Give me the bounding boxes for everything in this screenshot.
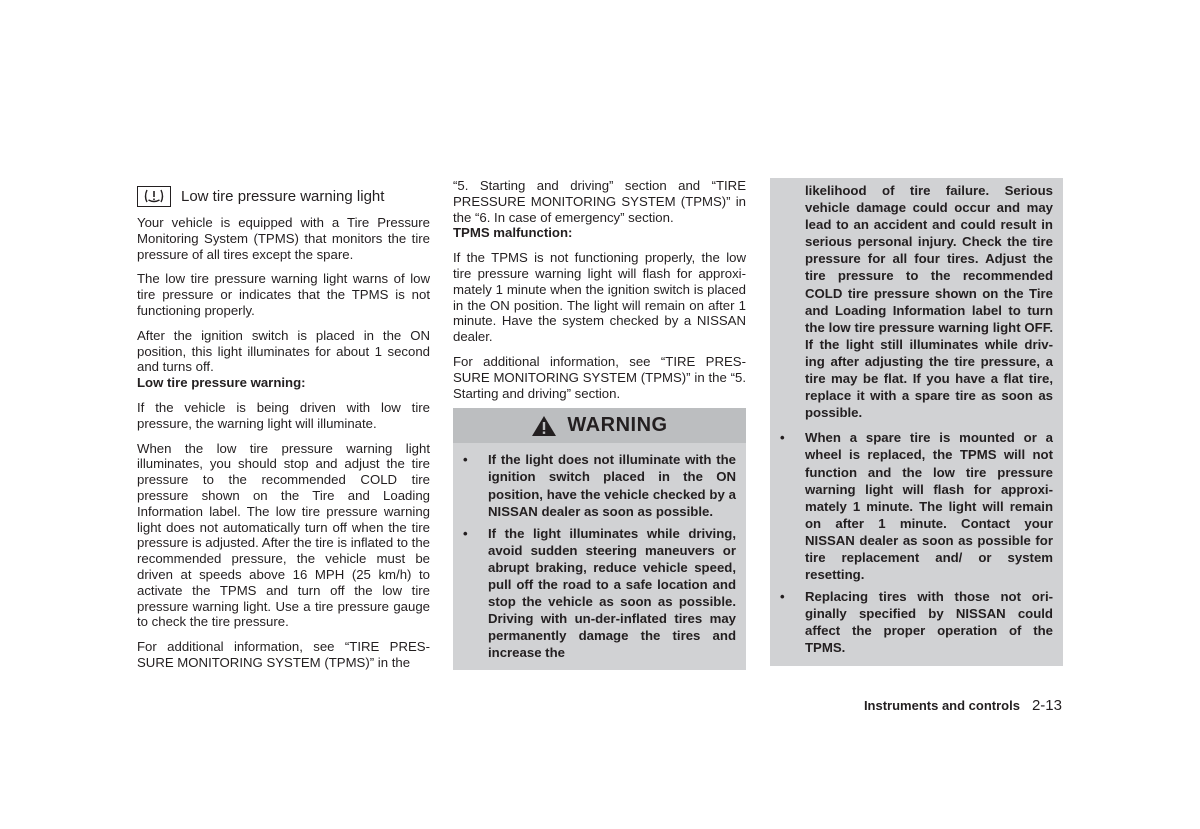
paragraph: “5. Starting and driving” section and “TIRE PRESSURE MONITORING SYSTEM (TPMS)” in the “6. In case of emergency” section. <box>453 178 746 225</box>
footer-section-title: Instruments and controls <box>863 698 1020 713</box>
warning-item-text: When a spare tire is mounted or a wheel is replaced, the TPMS will not function and the low tire pressure warning light will flash for approxi-mately 1 minute. The light will remain on after 1 minute. Contact your NISSAN dealer as soon as possible for tire replacement and/ or system resetting. <box>805 430 1053 583</box>
paragraph: After the ignition switch is placed in the ON position, this light illuminates for about 1 second and turns off. <box>137 327 430 375</box>
paragraph: For additional information, see “TIRE PRES-SURE MONITORING SYSTEM (TPMS)” in the “5. Starting and driving” section. <box>453 353 746 401</box>
warning-continued-text: likelihood of tire failure. Serious vehicle damage could occur and may lead to an accident and could result in serious personal injury. Check the tire pressure for all four tires. Adjust the tire pressure to the recommended COLD tire pressure shown on the Tire and Loading Information label to turn the low tire pressure warning light OFF. If the light still illuminates while driv-ing after adjusting the tire pressure, a tire may be flat. If you have a flat tire, replace it with a spare tire as soon as possible. <box>805 183 1053 421</box>
warning-triangle-icon <box>531 415 557 437</box>
warning-list <box>770 425 1063 665</box>
paragraph: If the vehicle is being driven with low tire pressure, the warning light will illuminate. <box>137 399 430 431</box>
warning-item <box>453 451 736 519</box>
warning-item <box>770 588 1053 656</box>
bullet: • <box>463 525 468 541</box>
bullet: • <box>463 452 468 468</box>
section-heading <box>137 186 430 207</box>
subheading: TPMS malfunction: <box>453 225 573 241</box>
warning-box-continued <box>770 178 1063 666</box>
warning-title: WARNING <box>567 414 668 437</box>
warning-item-text: Replacing tires with those not ori-ginally specified by NISSAN could affect the proper operation of the TPMS. <box>805 589 1053 656</box>
paragraph: For additional information, see “TIRE PRES-SURE MONITORING SYSTEM (TPMS)” in the <box>137 639 430 670</box>
column-1 <box>137 186 430 671</box>
paragraph: When the low tire pressure warning light illuminates, you should stop and adjust the tire pressure to the recommended COLD tire pressure shown on the Tire and Loading Information label. The low tire pressure warning light does not automatically turn off when the tire pressure is adjusted. After the tire is inflated to the recommended pressure, the vehicle must be driven at speeds above 16 MPH (25 km/h) to activate the TPMS and turn off the low tire pressure warning light. Use a tire pressure gauge to check the tire pressure. <box>137 440 430 630</box>
page-number: 2-13 <box>1031 697 1062 714</box>
subheading: Low tire pressure warning: <box>137 375 306 391</box>
warning-item <box>453 525 736 662</box>
bullet: • <box>780 430 785 446</box>
column-3 <box>770 178 1063 666</box>
paragraph: The low tire pressure warning light warns of low tire pressure or indicates that the TPMS is not functioning properly. <box>137 271 430 318</box>
paragraph: Your vehicle is equipped with a Tire Pressure Monitoring System (TPMS) that monitors the tire pressure of all tires except the spare. <box>137 215 430 262</box>
column-2 <box>453 178 746 670</box>
bullet: • <box>780 589 785 605</box>
warning-box <box>453 408 746 670</box>
warning-item <box>770 429 1053 583</box>
tire-pressure-warning-icon <box>137 186 171 207</box>
warning-item-text: If the light illuminates while driving, avoid sudden steering maneuvers or abrupt braking, reduce vehicle speed, pull off the road to a safe location and stop the vehicle as soon as possible. Driving with un-der-inflated tires may permanently damage the tires and increase the <box>488 525 736 661</box>
paragraph: If the TPMS is not functioning properly, the low tire pressure warning light will flash for approxi-mately 1 minute when the ignition switch is placed in the ON position. The light will remain on after 1 minute. Have the system checked by a NISSAN dealer. <box>453 250 746 345</box>
warning-list <box>453 451 746 670</box>
heading-text: Low tire pressure warning light <box>181 187 385 205</box>
warning-header <box>453 408 746 443</box>
page-footer <box>864 697 1062 714</box>
warning-item-text: If the light does not illuminate with the ignition switch placed in the ON position, have the vehicle checked by a NISSAN dealer as soon as possible. <box>488 452 736 519</box>
